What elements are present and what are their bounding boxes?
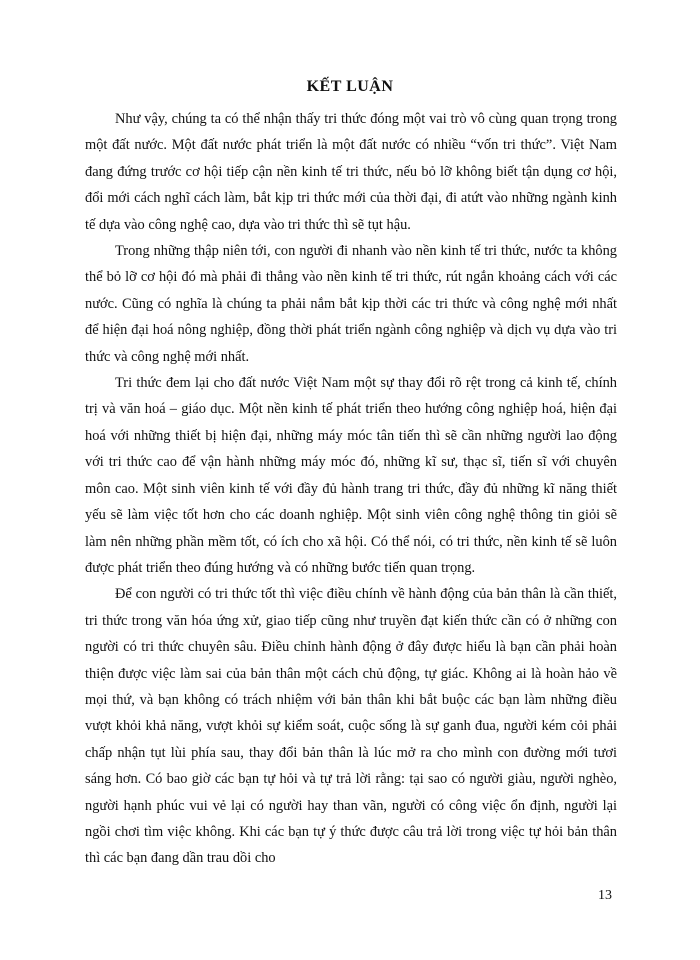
paragraph: Để con người có tri thức tốt thì việc điều chính về hành động của bản thân là cần thiết, tri thức trong văn hóa ứng xử, giao tiếp cũng như truyền đạt kiến thức cần có ở những con người có tri thức chuyên sâu. Điều chỉnh hành động ở đây được hiểu là bạn cần phải hoàn thiện được việc làm sai của bản thân một cách chủ động, tự giác. Không ai là hoàn hảo về mọi thứ, và bạn không có trách nhiệm với bản thân khi bắt buộc các bạn làm những điều vượt khỏi khả năng, vượt khỏi sự kiểm soát, cuộc sống là sự ganh đua, người kém cỏi phải chấp nhận tụt lùi phía sau, thay đổi bản thân là lúc mở ra cho mình con đường mới tươi sáng hơn. Có bao giờ các bạn tự hỏi và tự trả lời rằng: tại sao có người giàu, người nghèo, người hạnh phúc vui vẻ lại có người hay than vãn, người có công việc ổn định, người lại ngồi chơi tìm việc không. Khi các bạn tự ý thức được câu trả lời trong việc tự hỏi bản thân thì các bạn đang dần trau dồi cho bbox=[85, 586, 617, 867]
body-text bbox=[85, 106, 617, 872]
page-number: 13 bbox=[598, 888, 612, 903]
paragraph: Trong những thập niên tới, con người đi nhanh vào nền kinh tế tri thức, nước ta không thể bỏ lỡ cơ hội đó mà phải đi thẳng vào nền kinh tế tri thức, rút ngắn khoảng cách với các nước. Cũng có nghĩa là chúng ta phải nắm bắt kịp thời các tri thức và công nghệ mới nhất để hiện đại hoá nông nghiệp, đồng thời phát triển ngành công nghiệp và dịch vụ dựa vào tri thức và công nghệ mới nhất. bbox=[85, 243, 617, 365]
paragraph: Tri thức đem lại cho đất nước Việt Nam một sự thay đổi rõ rệt trong cả kinh tế, chính trị và văn hoá – giáo dục. Một nền kinh tế phát triển theo hướng công nghiệp hoá, hiện đại hoá với những thiết bị hiện đại, những máy móc tân tiến thì sẽ cần những người lao động với tri thức cao để vận hành những máy móc đó, những kĩ sư, thạc sĩ, tiến sĩ với chuyên môn cao. Một sinh viên kinh tế với đầy đủ hành trang tri thức, đầy đủ những kĩ năng thiết yếu sẽ làm việc tốt hơn cho các doanh nghiệp. Một sinh viên công nghệ thông tin giỏi sẽ làm nên những phần mềm tốt, có ích cho xã hội. Có thể nói, có tri thức, nền kinh tế sẽ luôn được phát triển theo đúng hướng và có những bước tiến quan trọng. bbox=[85, 375, 617, 576]
paragraph: Như vậy, chúng ta có thể nhận thấy tri thức đóng một vai trò vô cùng quan trọng trong một đất nước. Một đất nước phát triển là một đất nước có nhiều “vốn tri thức”. Việt Nam đang đứng trước cơ hội tiếp cận nền kinh tế tri thức, nếu bỏ lỡ không biết tận dụng cơ hội, đổi mới cách nghĩ cách làm, bắt kịp tri thức mới của thời đại, đi atứt vào những ngành kinh tế dựa vào công nghệ cao, dựa vào tri thức thì sẽ tụt hậu. bbox=[85, 111, 617, 233]
page-title: KẾT LUẬN bbox=[306, 78, 394, 95]
